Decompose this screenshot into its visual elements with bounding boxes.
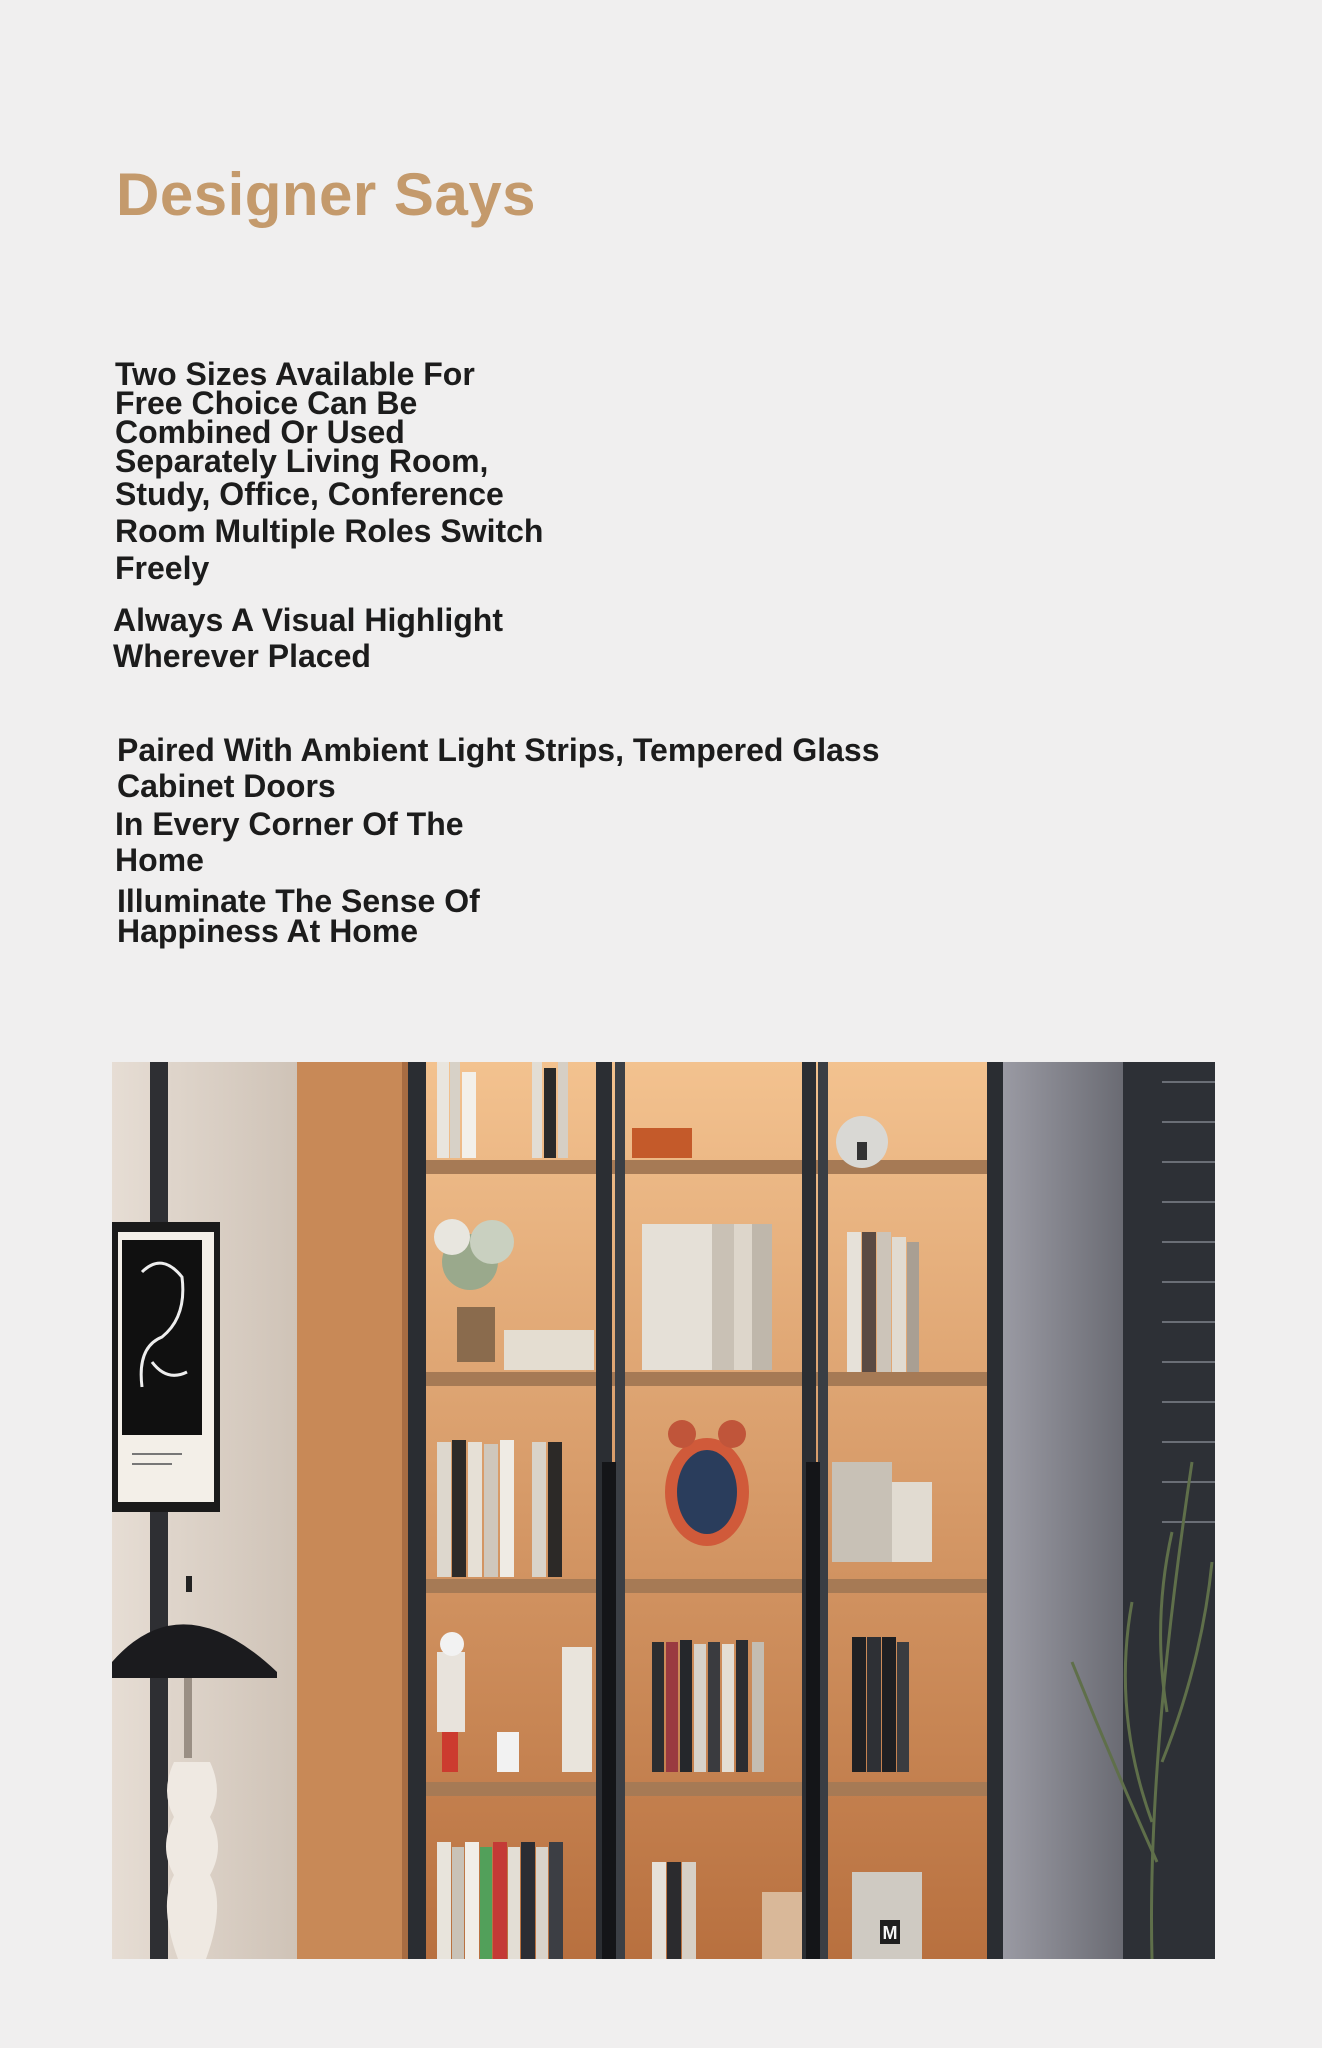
text-line: In Every Corner Of The — [115, 806, 464, 842]
curtain — [1003, 1062, 1123, 1959]
text-line: Happiness At Home — [117, 913, 419, 949]
text-line: Study, Office, Conference — [115, 476, 504, 512]
text-line: Combined Or Used — [115, 414, 405, 450]
text-line: Free Choice Can Be — [115, 385, 418, 421]
text-line: Always A Visual Highlight — [113, 602, 503, 638]
badge-letter: M — [882, 1923, 898, 1943]
text-line: Wherever Placed — [113, 638, 371, 674]
text-line: Separately Living Room, — [115, 443, 489, 479]
bookcase-photo — [112, 1062, 1215, 1959]
feature-text-highlight — [113, 602, 503, 674]
text-line: Cabinet Doors — [117, 768, 336, 804]
feature-text-sizes — [115, 356, 544, 587]
text-line: Paired With Ambient Light Strips, Tempered Glass — [117, 732, 880, 768]
window-blinds — [1123, 1062, 1215, 1959]
page-title: Designer Says — [116, 161, 537, 228]
cabinet-side — [297, 1062, 417, 1959]
text-line: Illuminate The Sense Of — [117, 883, 480, 919]
text-line: Freely — [115, 550, 210, 586]
feature-text-lighting — [117, 732, 880, 804]
feature-text-happiness — [117, 883, 480, 949]
feature-text-corner — [115, 806, 464, 878]
text-line: Home — [115, 842, 204, 878]
text-line: Room Multiple Roles Switch — [115, 513, 544, 549]
wall-art — [112, 1222, 220, 1512]
text-line: Two Sizes Available For — [115, 356, 475, 392]
